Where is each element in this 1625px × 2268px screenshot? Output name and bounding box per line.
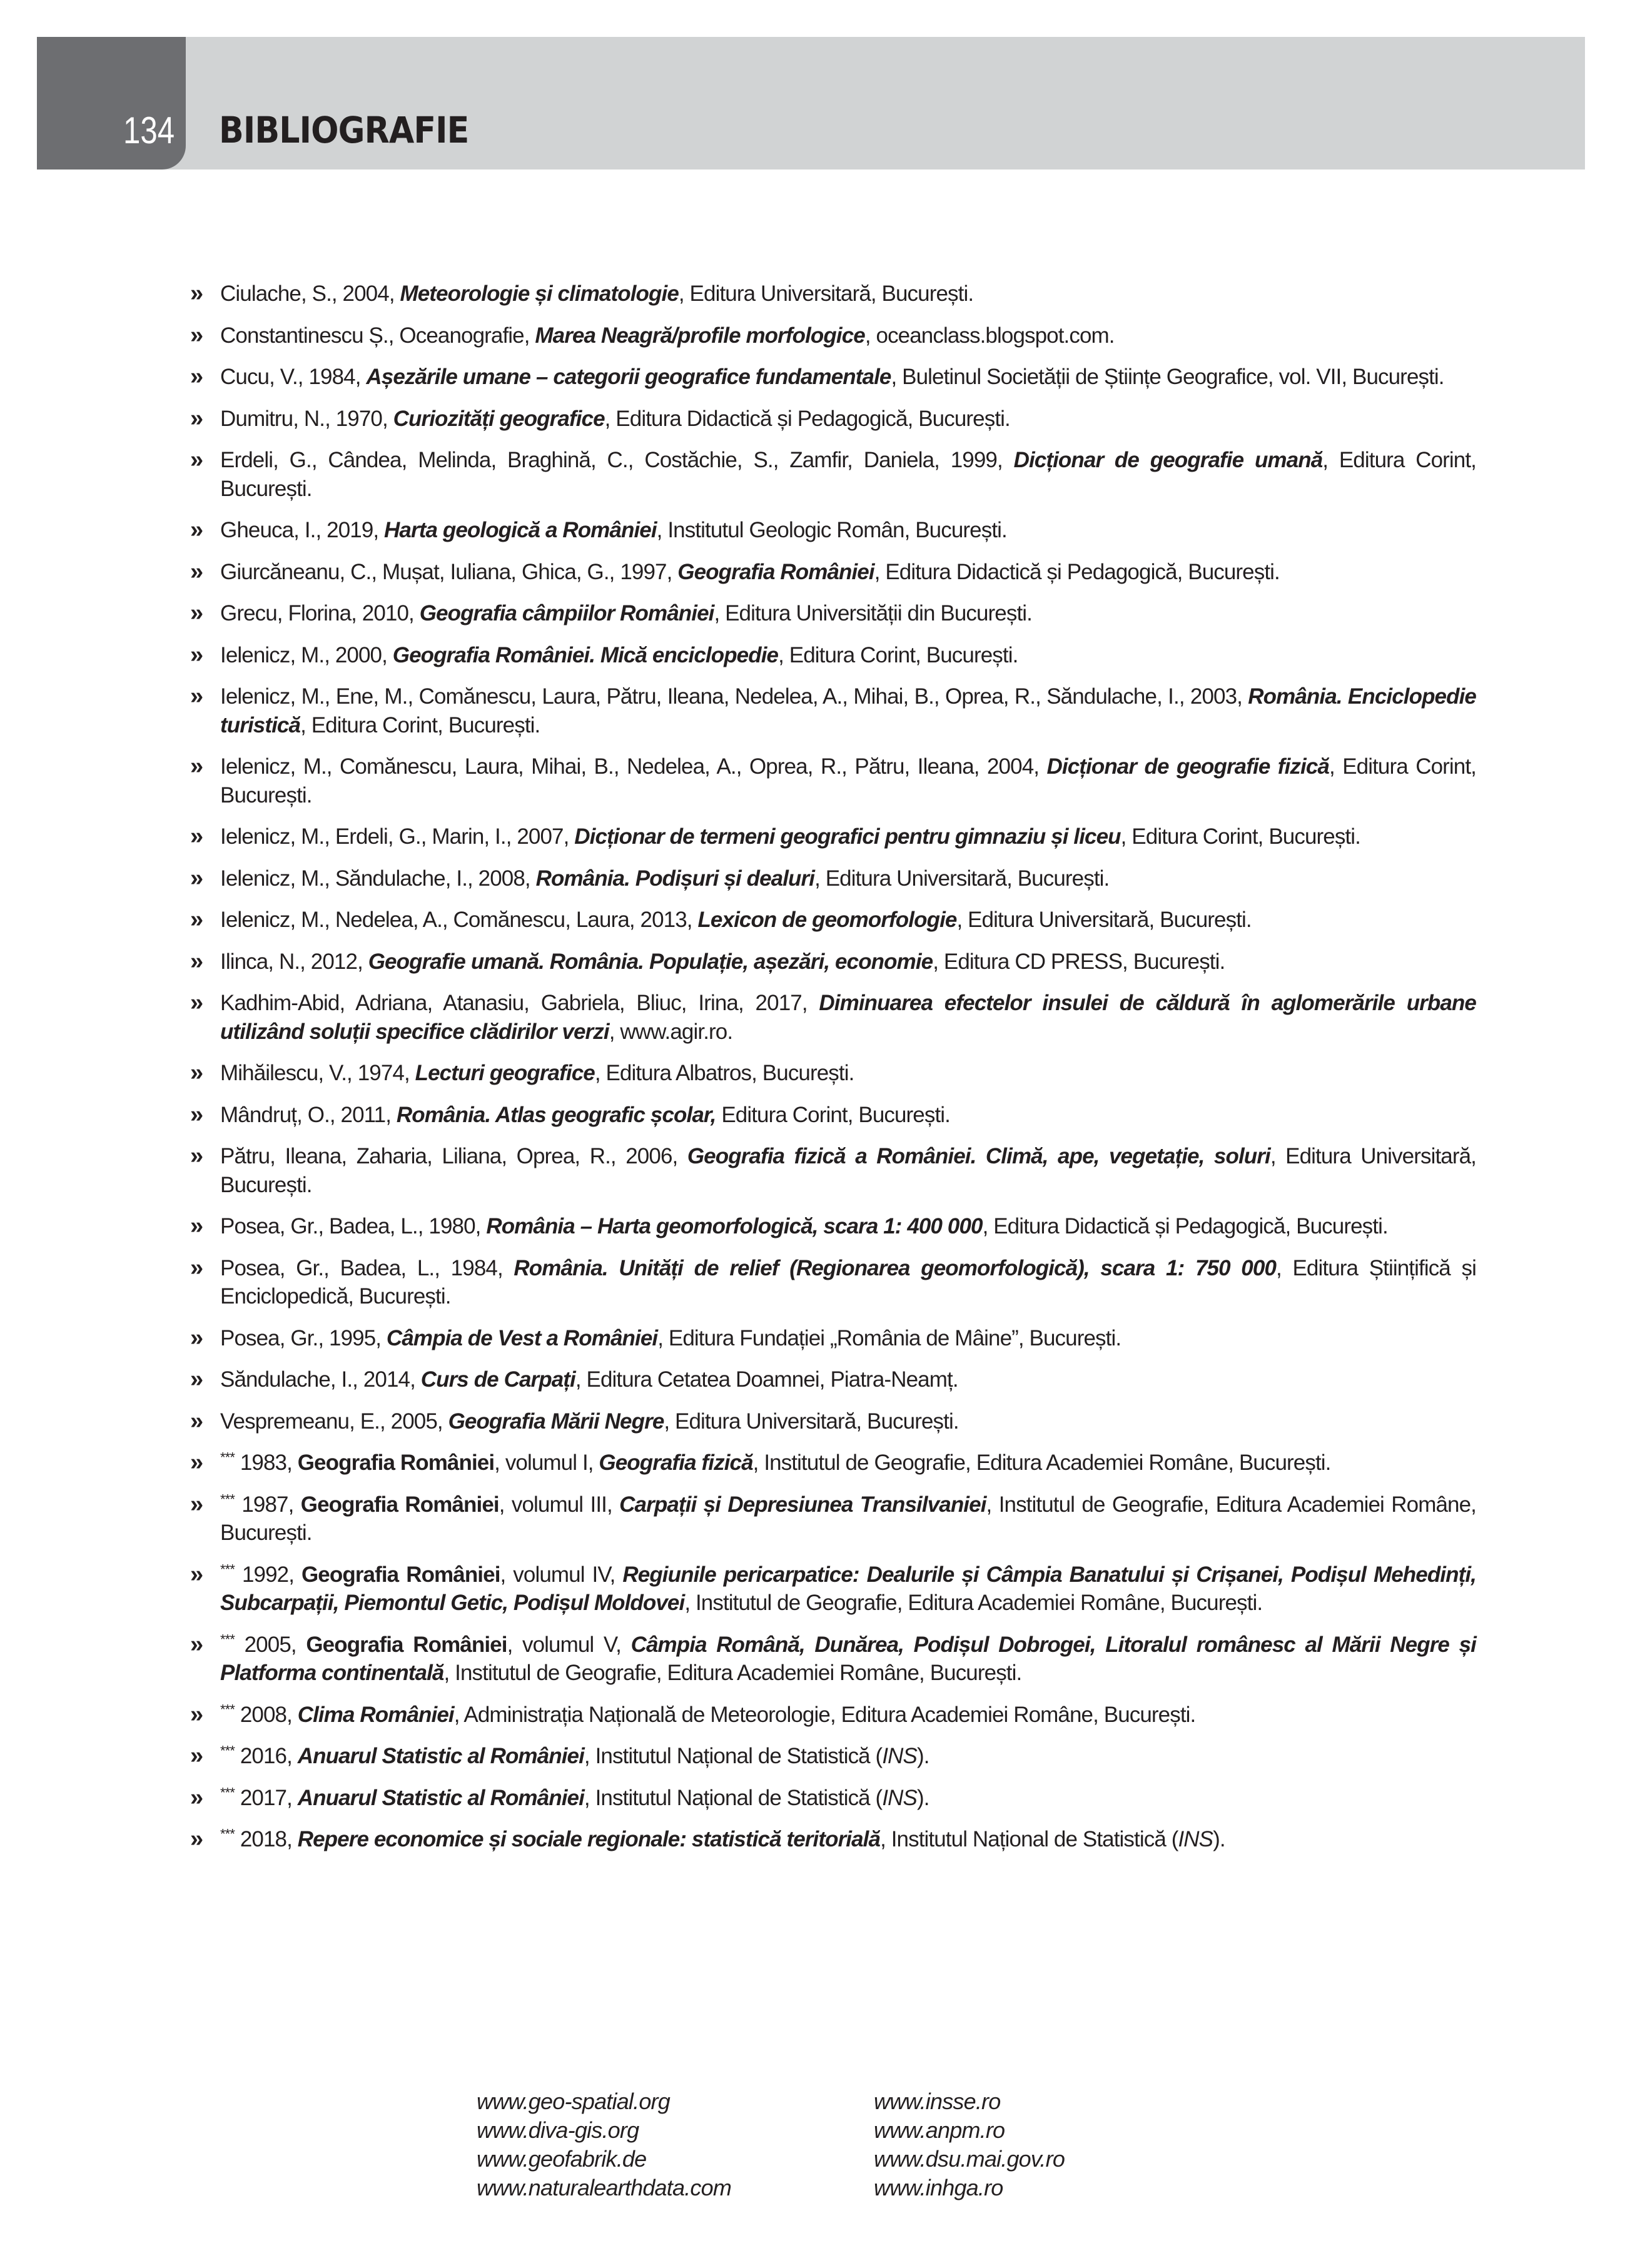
work-title: Clima României bbox=[297, 1702, 454, 1727]
bibliography-entry: » Săndulache, I., 2014, Curs de Carpați, Editura Cetatea Doamnei, Piatra-Neamț. bbox=[188, 1365, 1476, 1394]
work-title: Geografia Mării Negre bbox=[448, 1409, 664, 1434]
bibliography-entry: » Ielenicz, M., Comănescu, Laura, Mihai, B., Nedelea, A., Oprea, R., Pătru, Ileana, 2004, Dicționar de geografie fizică, Editura Corint, București. bbox=[190, 753, 1476, 807]
institution-abbreviation: INS bbox=[882, 1744, 917, 1768]
work-title: România – Harta geomorfologică, scara 1: 400 000 bbox=[486, 1214, 983, 1238]
bibliography-entry: » Giurcăneanu, C., Mușat, Iuliana, Ghica, G., 1997, Geografia României, Editura Didactică și Pedagogică, București. bbox=[188, 558, 1476, 587]
bibliography-entry: » Pătru, Ileana, Zaharia, Liliana, Oprea, R., 2006, Geografia fizică a României. Climă, ape, vegetație, soluri, Editura Universitară, București. bbox=[190, 1143, 1476, 1197]
institution-abbreviation: INS bbox=[1178, 1827, 1213, 1851]
website-link[interactable]: www.geofabrik.de bbox=[477, 2146, 647, 2172]
work-title: Anuarul Statistic al României bbox=[297, 1744, 584, 1768]
bibliography-entry-anonymous: » *** 2017, Anuarul Statistic al României, Institutul Național de Statistică (INS). bbox=[188, 1784, 1476, 1813]
bullet-icon: » bbox=[190, 864, 203, 891]
bibliography-entry-anonymous: » *** 1983, Geografia României, volumul I, Geografia fizică, Institutul de Geografie, Editura Academiei Române, București. bbox=[188, 1449, 1476, 1477]
website-link[interactable]: www.inhga.ro bbox=[874, 2175, 1003, 2200]
bibliography-entry: » Grecu, Florina, 2010, Geografia câmpiilor României, Editura Universității din București. bbox=[188, 599, 1476, 628]
work-title: România. Enciclopedie turistică bbox=[220, 684, 1476, 737]
page-number-tab bbox=[37, 37, 186, 170]
bibliography-entry: » Ielenicz, M., Ene, M., Comănescu, Laura, Pătru, Ileana, Nedelea, A., Mihai, B., Oprea, R., Săndulache, I., 2003, România. Enciclopedie turistică, Editura Corint, București. bbox=[190, 683, 1476, 737]
series-title: Geografia României bbox=[301, 1562, 500, 1587]
work-title: Lexicon de geomorfologie bbox=[697, 908, 957, 932]
bullet-icon: » bbox=[190, 1784, 203, 1811]
bibliography-entry: » Gheuca, I., 2019, Harta geologică a României, Institutul Geologic Român, București. bbox=[188, 516, 1476, 545]
work-title: Câmpia de Vest a României bbox=[386, 1325, 658, 1350]
bibliography-entry: » Ielenicz, M., 2000, Geografia României. Mică enciclopedie, Editura Corint, București. bbox=[188, 641, 1476, 670]
work-title: România. Atlas geografic școlar, bbox=[396, 1102, 716, 1127]
bullet-icon: » bbox=[190, 948, 203, 975]
bullet-icon: » bbox=[190, 1213, 203, 1239]
website-link[interactable]: www.anpm.ro bbox=[874, 2117, 1005, 2143]
bibliography-list bbox=[188, 280, 1476, 1867]
work-title: Regiunile pericarpatice: Dealurile și Câmpia Banatului și Crișanei, Podișul Mehedinți, Subcarpații, Piemontul Getic, Podișul Moldovei bbox=[220, 1562, 1477, 1615]
bullet-icon: » bbox=[190, 405, 203, 432]
page-header bbox=[37, 37, 1585, 170]
bullet-icon: » bbox=[190, 363, 203, 390]
work-title: Câmpia Română, Dunărea, Podișul Dobrogei, Litoralul românesc al Mării Negre și Platforma continentală bbox=[220, 1632, 1477, 1685]
bullet-icon: » bbox=[190, 906, 203, 933]
work-title: Marea Neagră/profile morfologice bbox=[535, 323, 865, 348]
bullet-icon: » bbox=[190, 1101, 203, 1128]
work-title: Geografia fizică a României. Climă, ape, vegetație, soluri bbox=[687, 1144, 1270, 1168]
anonymous-marker: *** bbox=[220, 1701, 235, 1717]
bullet-icon: » bbox=[190, 1701, 203, 1728]
bullet-icon: » bbox=[190, 1407, 203, 1434]
bibliography-entry-anonymous: » *** 1992, Geografia României, volumul IV, Regiunile pericarpatice: Dealurile și Câmpia Banatului și Crișanei, Podișul Mehedinți, Subcarpații, Piemontul Getic, Podișul Moldovei, Institutul de Geografie, Editura Academiei Române, București. bbox=[190, 1561, 1477, 1615]
bullet-icon: » bbox=[190, 1143, 203, 1169]
bibliography-entry: » Ielenicz, M., Erdeli, G., Marin, I., 2007, Dicționar de termeni geografici pentru gimnaziu și liceu, Editura Corint, București. bbox=[188, 823, 1476, 851]
bullet-icon: » bbox=[190, 683, 203, 709]
bibliography-entry: » Posea, Gr., Badea, L., 1984, România. Unități de relief (Regionarea geomorfologică), scara 1: 750 000, Editura Științifică și Enciclopedică, București. bbox=[190, 1254, 1476, 1309]
bullet-icon: » bbox=[190, 447, 203, 473]
bullet-icon: » bbox=[190, 1060, 203, 1086]
bullet-icon: » bbox=[190, 1324, 203, 1351]
work-title: Curiozități geografice bbox=[393, 406, 605, 431]
bibliography-entry: » Kadhim-Abid, Adriana, Atanasiu, Gabriela, Bliuc, Irina, 2017, Diminuarea efectelor insulei de căldură în aglomerările urbane utilizând soluții specifice clădirilor verzi, www.agir.ro. bbox=[190, 990, 1476, 1044]
bibliography-entry-anonymous: » *** 2005, Geografia României, volumul V, Câmpia Română, Dunărea, Podișul Dobrogei, Litoralul românesc al Mării Negre și Platforma continentală, Institutul de Geografie, Editura Academiei Române, București. bbox=[190, 1631, 1477, 1685]
anonymous-marker: *** bbox=[220, 1631, 235, 1647]
work-title: Geografia României bbox=[677, 559, 874, 584]
anonymous-marker: *** bbox=[220, 1561, 235, 1577]
work-title: Curs de Carpați bbox=[420, 1367, 575, 1392]
bibliography-entry: » Vespremeanu, E., 2005, Geografia Mării Negre, Editura Universitară, București. bbox=[188, 1407, 1476, 1436]
bibliography-entry: » Erdeli, G., Cândea, Melinda, Braghină, C., Costăchie, S., Zamfir, Daniela, 1999, Dicționar de geografie umană, Editura Corint, București. bbox=[190, 447, 1477, 501]
bullet-icon: » bbox=[190, 823, 203, 849]
bullet-icon: » bbox=[190, 1491, 203, 1517]
anonymous-marker: *** bbox=[220, 1449, 235, 1466]
work-title: România. Unități de relief (Regionarea geomorfologică), scara 1: 750 000 bbox=[514, 1255, 1277, 1280]
bibliography-entry: » Cucu, V., 1984, Așezările umane – categorii geografice fundamentale, Buletinul Societății de Științe Geografice, vol. VII, București. bbox=[188, 363, 1476, 392]
bibliography-entry-anonymous: » *** 2018, Repere economice și sociale regionale: statistică teritorială, Institutul Național de Statistică (INS). bbox=[188, 1825, 1476, 1854]
work-title: Carpații și Depresiunea Transilvaniei bbox=[619, 1492, 986, 1517]
website-link[interactable]: www.dsu.mai.gov.ro bbox=[874, 2146, 1065, 2172]
page-title: BIBLIOGRAFIE bbox=[219, 109, 469, 151]
bullet-icon: » bbox=[190, 641, 203, 668]
bibliography-entry: » Dumitru, N., 1970, Curiozități geografice, Editura Didactică și Pedagogică, București. bbox=[188, 405, 1476, 433]
anonymous-marker: *** bbox=[220, 1784, 235, 1800]
website-link[interactable]: www.insse.ro bbox=[874, 2088, 1001, 2114]
bibliography-entry: » Constantinescu Ș., Oceanografie, Marea Neagră/profile morfologice, oceanclass.blogspot.com. bbox=[188, 321, 1476, 350]
work-title: Harta geologică a României bbox=[384, 518, 657, 542]
bibliography-entry: » Ielenicz, M., Nedelea, A., Comănescu, Laura, 2013, Lexicon de geomorfologie, Editura Universitară, București. bbox=[188, 906, 1476, 934]
bullet-icon: » bbox=[190, 517, 203, 543]
bullet-icon: » bbox=[190, 1743, 203, 1769]
work-title: România. Podișuri și dealuri bbox=[535, 866, 815, 891]
anonymous-marker: *** bbox=[220, 1491, 235, 1507]
bullet-icon: » bbox=[190, 753, 203, 779]
bullet-icon: » bbox=[190, 1631, 203, 1658]
bullet-icon: » bbox=[190, 1826, 203, 1852]
bibliography-entry-anonymous: » *** 2016, Anuarul Statistic al României, Institutul Național de Statistică (INS). bbox=[188, 1742, 1476, 1771]
website-link[interactable]: www.geo-spatial.org bbox=[477, 2088, 670, 2114]
series-title: Geografia României bbox=[297, 1450, 495, 1475]
bullet-icon: » bbox=[190, 1449, 203, 1476]
page-number: 134 bbox=[123, 109, 175, 151]
bibliography-entry-anonymous: » *** 2008, Clima României, Administrația Națională de Meteorologie, Editura Academiei Române, București. bbox=[188, 1701, 1476, 1729]
work-title: Dicționar de termeni geografici pentru gimnaziu și liceu bbox=[574, 824, 1121, 849]
bibliography-entry: » Ciulache, S., 2004, Meteorologie și climatologie, Editura Universitară, București. bbox=[188, 280, 1476, 308]
bullet-icon: » bbox=[190, 1366, 203, 1392]
work-title: Geografia fizică bbox=[599, 1450, 753, 1475]
series-title: Geografia României bbox=[306, 1632, 507, 1657]
series-title: Geografia României bbox=[300, 1492, 499, 1517]
bibliography-entry: » Ilinca, N., 2012, Geografie umană. România. Populație, așezări, economie, Editura CD PRESS, București. bbox=[188, 948, 1476, 976]
institution-abbreviation: INS bbox=[882, 1785, 917, 1810]
bibliography-entry: » Posea, Gr., Badea, L., 1980, România – Harta geomorfologică, scara 1: 400 000, Editura Didactică și Pedagogică, București. bbox=[188, 1212, 1476, 1241]
work-title: Geografia României. Mică enciclopedie bbox=[392, 642, 779, 667]
work-title: Geografie umană. România. Populație, așezări, economie bbox=[368, 949, 933, 974]
work-title: Repere economice și sociale regionale: statistică teritorială bbox=[297, 1827, 881, 1851]
bullet-icon: » bbox=[190, 990, 203, 1016]
bibliography-entry: » Ielenicz, M., Săndulache, I., 2008, România. Podișuri și dealuri, Editura Universitară, București. bbox=[188, 864, 1476, 893]
bullet-icon: » bbox=[190, 280, 203, 306]
bullet-icon: » bbox=[190, 1561, 203, 1587]
work-title: Lecturi geografice bbox=[415, 1061, 595, 1085]
bullet-icon: » bbox=[190, 558, 203, 585]
work-title: Așezările umane – categorii geografice fundamentale bbox=[366, 365, 891, 389]
work-title: Dicționar de geografie fizică bbox=[1046, 754, 1329, 779]
website-link[interactable]: www.diva-gis.org bbox=[477, 2117, 639, 2143]
work-title: Anuarul Statistic al României bbox=[297, 1785, 584, 1810]
work-title: Dicționar de geografie umană bbox=[1013, 448, 1323, 472]
bullet-icon: » bbox=[190, 321, 203, 348]
anonymous-marker: *** bbox=[220, 1743, 235, 1759]
bibliography-entry: » Mândruț, O., 2011, România. Atlas geografic școlar, Editura Corint, București. bbox=[188, 1101, 1476, 1130]
bullet-icon: » bbox=[190, 1254, 203, 1281]
website-link[interactable]: www.naturalearthdata.com bbox=[477, 2175, 732, 2200]
anonymous-marker: *** bbox=[220, 1826, 235, 1842]
bibliography-entry: » Posea, Gr., 1995, Câmpia de Vest a României, Editura Fundației „România de Mâine”, București. bbox=[188, 1324, 1476, 1353]
bibliography-entry-anonymous: » *** 1987, Geografia României, volumul III, Carpații și Depresiunea Transilvaniei, Institutul de Geografie, Editura Academiei Române, București. bbox=[190, 1491, 1476, 1545]
work-title: Geografia câmpiilor României bbox=[419, 601, 714, 625]
website-list bbox=[477, 2087, 1124, 2202]
bullet-icon: » bbox=[190, 600, 203, 626]
bibliography-entry: » Mihăilescu, V., 1974, Lecturi geografice, Editura Albatros, București. bbox=[188, 1059, 1476, 1088]
work-title: Meteorologie și climatologie bbox=[400, 281, 679, 306]
work-title: Diminuarea efectelor insulei de căldură în aglomerările urbane utilizând soluții specifice clădirilor verzi bbox=[220, 991, 1476, 1044]
